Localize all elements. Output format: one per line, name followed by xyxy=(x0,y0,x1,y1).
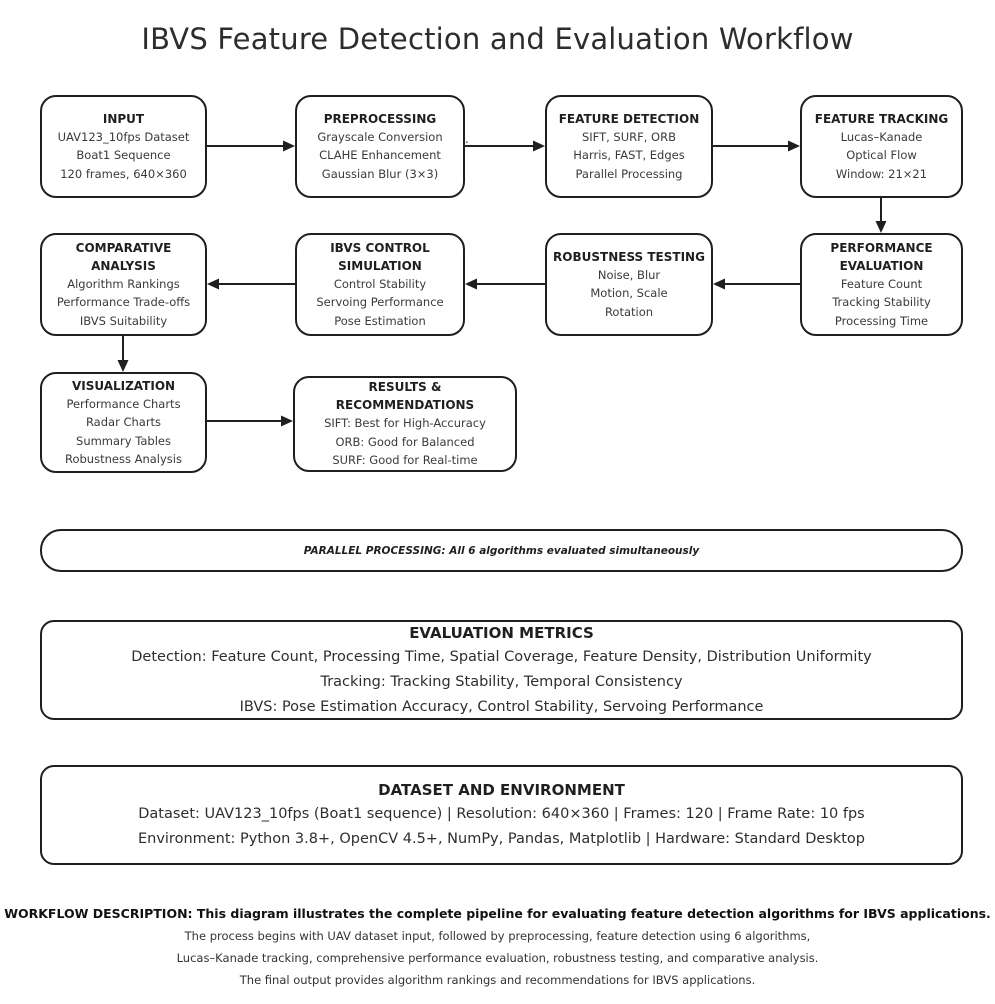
flow-box-line: Robustness Analysis xyxy=(65,452,182,466)
evaluation-metrics-line: Detection: Feature Count, Processing Time, Spatial Coverage, Feature Density, Distribution Uniformity xyxy=(131,648,872,665)
flow-box-line: Optical Flow xyxy=(846,148,917,163)
flow-box-title: COMPARATIVE ANALYSIS xyxy=(75,240,172,273)
flow-box-line: SIFT, SURF, ORB xyxy=(581,129,676,144)
flow-box-line: Harris, FAST, Edges xyxy=(573,148,685,163)
page-title: IBVS Feature Detection and Evaluation Workflow xyxy=(141,22,854,56)
flow-box-line: Performance Trade-offs xyxy=(56,295,191,310)
flow-box-line: Boat1 Sequence xyxy=(76,148,171,163)
flow-box-line: Parallel Processing xyxy=(575,166,683,181)
flow-box-comparative-analysis xyxy=(40,233,207,336)
flow-box-title: INPUT xyxy=(102,111,145,126)
flow-box-title: PREPROCESSING xyxy=(323,111,437,126)
evaluation-metrics-title: EVALUATION METRICS xyxy=(409,623,594,642)
flow-box-line: Radar Charts xyxy=(85,415,162,429)
flow-box-performance-evaluation xyxy=(800,233,963,336)
workflow-description-heading: WORKFLOW DESCRIPTION: This diagram illustrates the complete pipeline for evaluating feature detection algorithms for IBVS applications. xyxy=(4,906,991,921)
flow-box-line: Gaussian Blur (3×3) xyxy=(321,166,439,181)
flow-box-title: RESULTS & RECOMMENDATIONS xyxy=(335,380,475,413)
flow-box-line: Processing Time xyxy=(834,313,929,328)
flow-box-line: Motion, Scale xyxy=(590,286,668,301)
flow-box-feature-tracking xyxy=(800,95,963,198)
stray-dot: . xyxy=(465,132,469,146)
flow-box-line: Pose Estimation xyxy=(334,313,426,328)
flow-box-line: IBVS Suitability xyxy=(79,313,168,328)
flow-box-ibvs-control-simulation xyxy=(295,233,465,336)
flow-box-line: Noise, Blur xyxy=(597,267,661,282)
evaluation-metrics-box xyxy=(40,620,963,720)
flow-box-line: Summary Tables xyxy=(76,433,171,448)
flow-box-line: Rotation xyxy=(604,304,654,319)
parallel-processing-banner xyxy=(40,529,963,572)
flow-box-title: ROBUSTNESS TESTING xyxy=(553,249,705,264)
workflow-description xyxy=(0,903,995,991)
flow-box-line: Grayscale Conversion xyxy=(317,129,443,144)
workflow-description-line: The final output provides algorithm rankings and recommendations for IBVS applications. xyxy=(239,973,756,987)
evaluation-metrics-line: Tracking: Tracking Stability, Temporal Consistency xyxy=(320,673,683,690)
flow-box-line: Performance Charts xyxy=(66,396,181,411)
flow-box-line: Algorithm Rankings xyxy=(67,276,180,291)
flow-box-title: VISUALIZATION xyxy=(71,378,176,393)
flow-box-title: FEATURE DETECTION xyxy=(558,111,700,126)
flow-box-title: FEATURE TRACKING xyxy=(814,111,949,126)
dataset-environment-line: Environment: Python 3.8+, OpenCV 4.5+, NumPy, Pandas, Matplotlib | Hardware: Standard Desktop xyxy=(137,831,866,847)
flow-box-line: Feature Count xyxy=(840,276,923,291)
flow-box-feature-detection xyxy=(545,95,713,198)
flow-box-line: Control Stability xyxy=(333,276,427,291)
dataset-environment-box xyxy=(40,765,963,865)
dataset-environment-title: DATASET AND ENVIRONMENT xyxy=(378,781,625,799)
flow-box-line: ORB: Good for Balanced xyxy=(335,434,475,449)
flow-box-line: Window: 21×21 xyxy=(835,166,928,181)
flow-box-line: SURF: Good for Real-time xyxy=(332,453,478,468)
flow-box-preprocessing xyxy=(295,95,465,198)
flow-box-line: 120 frames, 640×360 xyxy=(60,166,187,181)
evaluation-metrics-line: IBVS: Pose Estimation Accuracy, Control Stability, Servoing Performance xyxy=(239,698,764,715)
flow-box-line: SIFT: Best for High-Accuracy xyxy=(324,416,486,431)
flow-box-results-recommendations xyxy=(293,376,517,472)
flow-box-line: UAV123_10fps Dataset xyxy=(57,129,190,144)
flow-box-line: Tracking Stability xyxy=(832,295,931,310)
flow-box-line: CLAHE Enhancement xyxy=(319,148,441,163)
flow-box-visualization xyxy=(40,372,207,473)
flow-box-robustness-testing xyxy=(545,233,713,336)
flow-box-title: IBVS CONTROL SIMULATION xyxy=(330,240,430,273)
parallel-processing-text: PARALLEL PROCESSING: All 6 algorithms evaluated simultaneously xyxy=(303,544,700,557)
workflow-description-line: The process begins with UAV dataset input, followed by preprocessing, feature detection using 6 algorithms, xyxy=(184,929,811,943)
flow-box-line: Lucas–Kanade xyxy=(840,129,923,144)
flow-box-title: PERFORMANCE EVALUATION xyxy=(830,240,933,273)
workflow-description-line: Lucas–Kanade tracking, comprehensive performance evaluation, robustness testing, and comparative analysis. xyxy=(176,951,819,965)
flow-box-input xyxy=(40,95,207,198)
dataset-environment-line: Dataset: UAV123_10fps (Boat1 sequence) | Resolution: 640×360 | Frames: 120 | Frame Rate: 10 fps xyxy=(138,806,865,822)
flow-box-line: Servoing Performance xyxy=(316,295,444,310)
